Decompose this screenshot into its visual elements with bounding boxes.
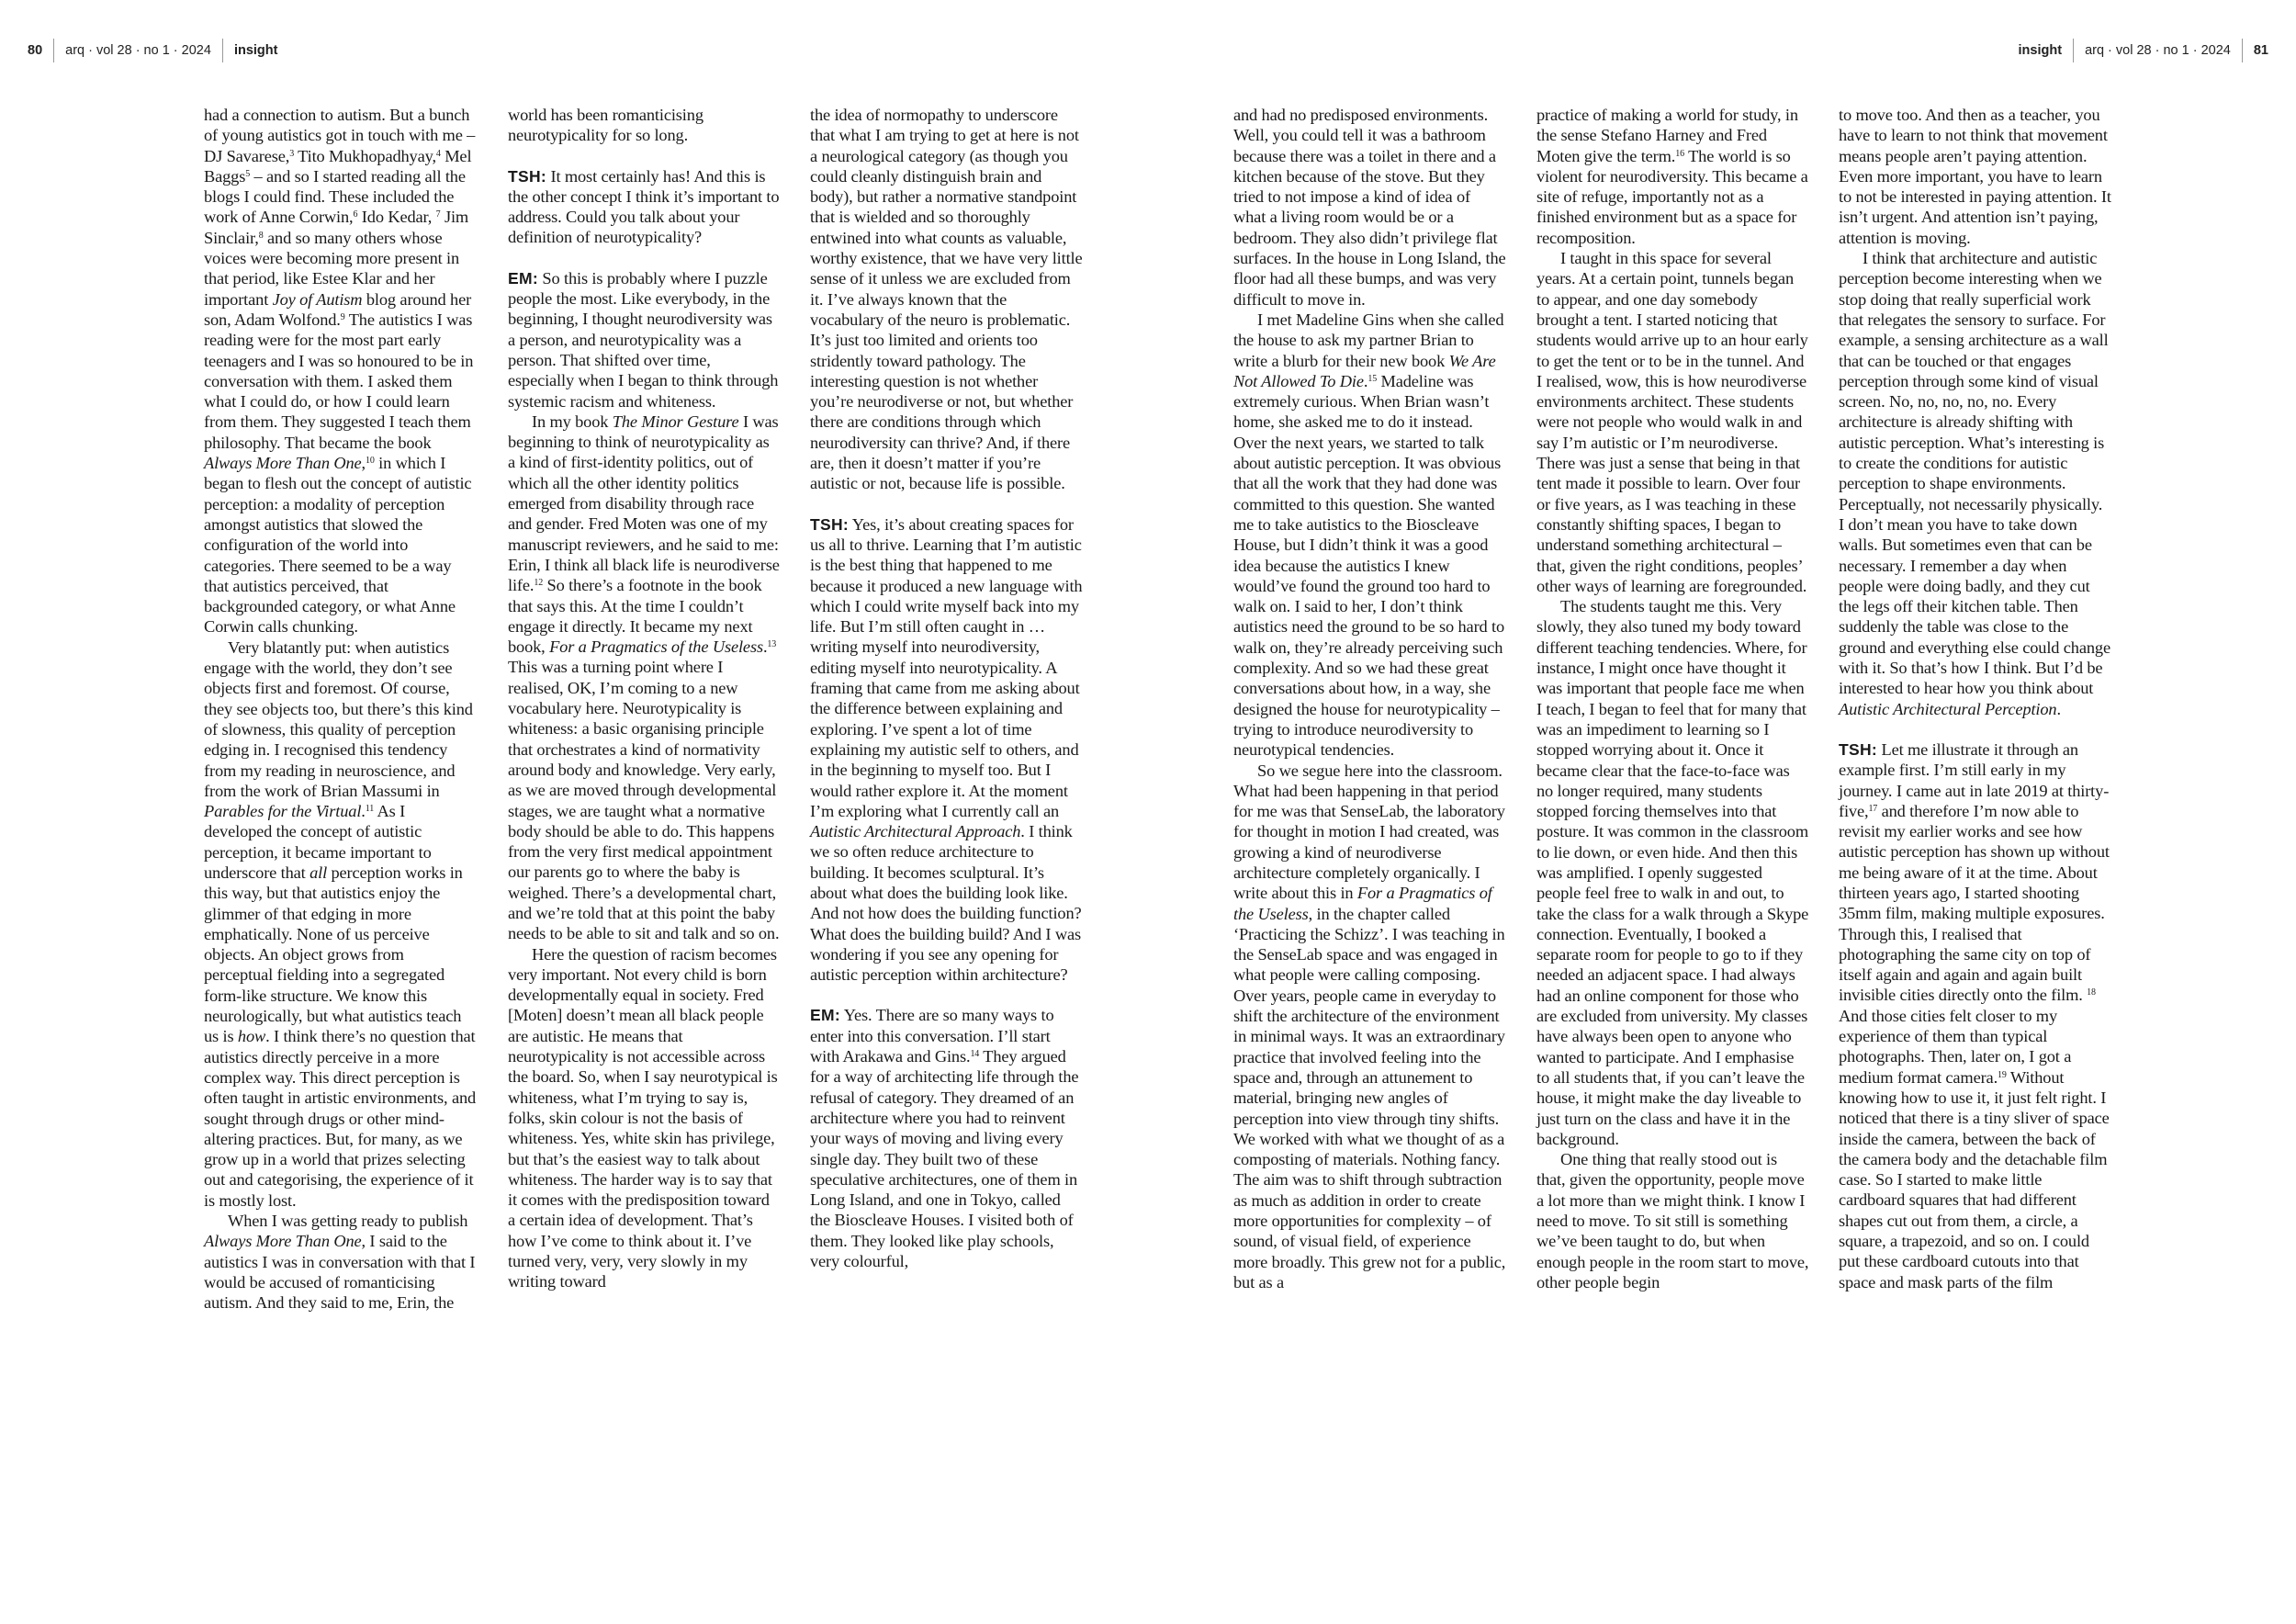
footnote-ref: 17	[1868, 803, 1878, 814]
footnote-ref: 15	[1367, 373, 1378, 384]
paragraph: I met Madeline Gins when she called the house to ask my partner Brian to write a blurb for their new book We Are Not Allowed To Die.$^{15}$ Madeline was extremely curious. When Brian wasn’t home, she asked me to do it instead. Over the next years, we started to talk about autistic perception. It was obvious that all the work that they had done was committed to this question. She wanted me to take autistics to the Bioscleave House, but I didn’t think it was a good idea because the autistics I knew would’ve found the ground too hard to walk on. I said to her, I don’t think autistics need the ground to be so hard to walk on, they’re already perceiving such complexity. And so we had these great conversations about how, in a way, she designed the house for neurotypicality – trying to introduce neurodiversity to neurotypical tendencies.	[1233, 310, 1505, 760]
footnote-ref: 13	[767, 639, 777, 650]
interview-question: TSH: It most certainly has! And this is the other concept I think it’s important to address. Could you talk about your definition of neurotypicality?	[508, 166, 780, 247]
footnote-ref: 7	[435, 209, 441, 220]
text-column-4	[1233, 105, 1506, 1292]
header-divider	[2242, 39, 2243, 62]
paragraph: world has been romanticising neurotypicality for so long.	[508, 106, 703, 145]
footnote-ref: 18	[2087, 987, 2096, 998]
paragraph: So we segue here into the classroom. What had been happening in that period for me was that SenseLab, the laboratory for thought in motion I had created, was growing a kind of neurodiverse architecture completely organically. I write about this in For a Pragmatics of the Useless, in the chapter called ‘Practicing the Schizz’. I was teaching in the SenseLab space and was engaged in what people were calling composing. Over years, people came in everyday to shift the architecture of the environment in minimal ways. It was an extraordinary practice that involved feeling into the space and, through an attunement to material, bringing new angles of perception into view through tiny shifts. We worked with what we thought of as a composting of materials. Nothing fancy. The aim was to shift through subtraction as much as addition in order to create more opportunities for complexity – of sound, of visual field, of experience more broadly. This grew not for a public, but as a	[1233, 761, 1506, 1291]
header-divider	[222, 39, 223, 62]
page-number: 81	[2253, 43, 2268, 58]
paragraph: One thing that really stood out is that, given the opportunity, people move a lot more than we might think. I know I need to move. To sit still is something we’ve been taught to do, but when enough people in the room start to move, other people begin	[1536, 1150, 1809, 1291]
section-name: insight	[233, 43, 278, 58]
interview-answer: EM: So this is probably where I puzzle people the most. Like everybody, in the beginning, I thought neurodiversity was a person, and neurotypicality was a person. That shifted over time, especially when I began to think through systemic racism and whiteness.	[508, 268, 779, 411]
footnote-ref: 4	[435, 148, 441, 159]
text-column-1	[204, 105, 477, 1314]
footnote-ref: 9	[340, 311, 345, 322]
footnote-ref: 11	[365, 804, 375, 815]
interview-question: TSH: Let me illustrate it through an example first. I’m still early in my journey. I came aut in late 2019 at thirty-five,$^{17}$ and therefore I’m now able to revisit my earlier works and see how autistic perception has shown up without me being aware of it at the time. About thirteen years ago, I started shooting 35mm film, making multiple exposures. Through this, I realised that photographing the same city on top of itself again and again and again built invisible cities directly onto the film. $^{18}$ And those cities felt closer to my experience of them than typical photographs. Then, later on, I got a medium format camera.$^{19}$ Without knowing how to use it, it just felt right. I noticed that there is a tiny sliver of space inside the camera, between the back of the camera body and the detachable film case. So I started to make little cardboard squares that had different shapes cut out from them, a circle, a square, a trapezoid, and so on. I could put these cardboard cutouts into that space and mask parts of the film	[1839, 739, 2110, 1291]
speaker-label: TSH:	[508, 166, 547, 186]
paragraph: When I was getting ready to publish Always More Than One, I said to the autistics I was in conversation with that I would be accused of romanticising autism. And they said to me, Erin, the	[204, 1212, 476, 1313]
paragraph: I taught in this space for several years. At a certain point, tunnels began to appear, and one day somebody brought a tent. I started noticing that students would arrive up to an hour early to get the tent or to be in the tunnel. And I realised, wow, this is how neurodiverse environments architect. These students were not people who would walk in and say I’m autistic or I’m neurodiverse. There was just a sense that being in that tent made it possible to learn. Over four or five years, as I was teaching in these constantly shifting spaces, I began to understand something architectural – that, given the right conditions, peoples’ other ways of learning are foregrounded.	[1536, 249, 1808, 595]
interview-answer: EM: Yes. There are so many ways to enter into this conversation. I’ll start with Arakawa and Gins.$^{14}$ They argued for a way of architecting life through the refusal of category. They dreamed of an architecture where you had to reinvent your ways of moving and living every single day. They built two of these speculative architectures, one of them in Long Island, and one in Tokyo, called the Bioscleave Houses. I visited both of them. They looked like play schools, very colourful,	[810, 1006, 1079, 1271]
header-divider	[53, 39, 54, 62]
paragraph: In my book The Minor Gesture I was beginning to think of neurotypicality as a kind of first-identity politics, out of which all the other identity politics emerged from disability through race and gender. Fred Moten was one of my manuscript reviewers, and he said to me: Erin, I think all black life is neurodiverse life.$^{12}$ So there’s a footnote in the book that says this. At the time I couldn’t engage it directly. It became my next book, For a Pragmatics of the Useless.$^{13}$ This was a turning point where I realised, OK, I’m coming to a new vocabulary here. Neurotypicality is whiteness: a basic organising principle that orchestrates a kind of normativity around body and knowledge. Very early, as we are moved through developmental stages, we are taught what a normative body should be able to do. This happens from the very first medical appointment our parents go to where the baby is weighed. There’s a developmental chart, and we’re told that at this point the baby needs to be able to sit and talk and so on.	[508, 412, 780, 943]
footnote-ref: 14	[970, 1049, 980, 1060]
footnote-ref: 19	[1998, 1069, 2007, 1080]
paragraph: and had no predisposed environments. Well, you could tell it was a bathroom because there was a toilet in there and a kitchen because of the stove. But they tried to not impose a kind of idea of what a living room would be or a bedroom. They also didn’t privilege flat surfaces. In the house in Long Island, the floor had all these bumps, and was very difficult to move in.	[1233, 106, 1506, 309]
text-column-5	[1536, 105, 1809, 1292]
left-page-header	[28, 37, 277, 64]
speaker-label: TSH:	[810, 514, 850, 534]
paragraph: practice of making a world for study, in the sense Stefano Harney and Fred Moten give the term.$^{16}$ The world is so violent for neurodiversity. This became a site of refuge, importantly not as a finished environment but as a space for recomposition.	[1536, 106, 1808, 247]
text-column-2	[508, 105, 781, 1292]
paragraph: had a connection to autism. But a bunch of young autistics got in touch with me – DJ Savarese,$^3$ Tito Mukhopadhyay,$^4$ Mel Baggs$^5$ – and so I started reading all the blogs I could find. These included the work of Anne Corwin,$^6$ Ido Kedar, $^7$ Jim Sinclair,$^8$ and so many others whose voices were becoming more present in that period, like Estee Klar and her important Joy of Autism blog around her son, Adam Wolfond.$^9$ The autistics I was reading were for the most part early teenagers and I was so honoured to be in conversation with them. I asked them what I could do, or how I could learn from them. They suggested I teach them philosophy. That became the book Always More Than One,$^{10}$ in which I began to flesh out the concept of autistic perception: a modality of perception amongst autistics that slowed the configuration of the world into categories. There seemed to be a way that autistics perceived, that backgrounded category, or what Anne Corwin calls chunking.	[204, 106, 476, 637]
journal-info: arq · vol 28 · no 1 · 2024	[65, 43, 211, 58]
text-column-3	[810, 105, 1083, 1271]
section-name: insight	[2018, 43, 2063, 58]
speaker-label: EM:	[810, 1006, 840, 1025]
journal-info: arq · vol 28 · no 1 · 2024	[2085, 43, 2231, 58]
interview-question: TSH: Yes, it’s about creating spaces for us all to thrive. Learning that I’m autistic is the best thing that happened to me because it produced a new language with which I could write myself back into my life. But I’m still often caught in … writing myself into neurodiversity, editing myself into neurotypicality. A framing that came from me asking about the difference between explaining and exploring. I’ve spent a lot of time explaining my autistic self to others, and in the beginning to myself too. But I would rather explore it. At the moment I’m exploring what I currently call an Autistic Architectural Approach. I think we so often reduce architecture to building. It becomes sculptural. It’s about what does the building look like. And not how does the building function? What does the building build? And I was wondering if you see any opening for autistic perception within architecture?	[810, 514, 1083, 985]
page-number: 80	[28, 43, 43, 58]
speaker-label: TSH:	[1839, 739, 1878, 759]
footnote-ref: 3	[289, 148, 295, 159]
paragraph: The students taught me this. Very slowly, they also tuned my body toward different teaching tendencies. Where, for instance, I might once have thought it was important that people face me when I teach, I began to feel that for many that was an impediment to learning so I stopped worrying about it. Once it became clear that the face-to-face was no longer required, many students stopped forcing themselves into that posture. It was common in the classroom to lie down, or even hide. And then this was amplified. I openly suggested people feel free to walk in and out, to take the class for a walk through a Skype connection. Eventually, I booked a separate room for people to go to if they needed an adjacent space. I had always had an online component for those who are excluded from university. My classes have always been open to anyone who wanted to participate. And I emphasise to all students that, if you can’t leave the house, it might make the day liveable to just turn on the class and have it in the background.	[1536, 597, 1809, 1148]
footnote-ref: 12	[534, 578, 544, 589]
footnote-ref: 16	[1675, 148, 1684, 159]
paragraph: I think that architecture and autistic perception become interesting when we stop doing that really superficial work that relegates the sensory to surface. For example, a sensing architecture as a wall that can be touched or that engages perception through some kind of visual screen. No, no, no, no, no. Every architecture is already shifting with autistic perception. What’s interesting is to create the conditions for autistic perception to shape environments. Perceptually, not necessarily physically. I don’t mean you have to take down walls. But sometimes even that can be necessary. I remember a day when people were doing badly, and they cut the legs off their kitchen table. Then suddenly the table was close to the ground and everything else could change with it. So that’s how I think. But I’d be interested to hear how you think about Autistic Architectural Perception.	[1839, 249, 2110, 718]
paragraph: to move too. And then as a teacher, you have to learn to not think that movement means people aren’t paying attention. Even more important, you have to learn to not be interested in paying attention. It isn’t urgent. And attention isn’t paying, attention is moving.	[1839, 106, 2111, 247]
paragraph: Here the question of racism becomes very important. Not every child is born developmentally equal in society. Fred [Moten] doesn’t mean all black people are autistic. He means that neurotypicality is not accessible across the board. So, when I say neurotypical is whiteness, what I’m trying to say is, folks, skin colour is not the basis of whiteness. Yes, white skin has privilege, but that’s the easiest way to talk about whiteness. The harder way is to say that it comes with the predisposition toward a certain idea of development. That’s how I’ve come to think about it. I’ve turned very, very, very slowly in my writing toward	[508, 944, 778, 1291]
paragraph: the idea of normopathy to underscore that what I am trying to get at here is not a neurological category (as though you could cleanly distinguish brain and body), but rather a normative standpoint that is wielded and so thoroughly entwined into what counts as valuable, worthy existence, that we have very little sense of it unless we are excluded from it. I’ve always known that the vocabulary of the neuro is problematic. It’s just too limited and orients too stridently toward pathology. The interesting question is not whether you’re neurodiverse or not, but whether there are conditions through which neurodiversity can thrive? And, if there are, then it doesn’t matter if you’re autistic or not, because life is possible.	[810, 106, 1083, 493]
footnote-ref: 6	[353, 209, 358, 220]
speaker-label: EM:	[508, 268, 538, 288]
text-column-6	[1839, 105, 2111, 1292]
footnote-ref: 5	[245, 168, 251, 179]
footnote-ref: 8	[258, 230, 264, 241]
header-divider	[2073, 39, 2074, 62]
footnote-ref: 10	[365, 456, 375, 467]
right-page-header	[2019, 37, 2268, 64]
paragraph: Very blatantly put: when autistics engage with the world, they don’t see objects first and foremost. Of course, they see objects too, but there’s this kind of slowness, this quality of perception edging in. I recognised this tendency from my reading in neuroscience, and from the work of Brian Massumi in Parables for the Virtual.$^{11}$ As I developed the concept of autistic perception, it became important to underscore that all perception works in this way, but that autistics enjoy the glimmer of that edging in more emphatically. None of us perceive objects. An object grows from perceptual fielding into a segregated form-like structure. We know this neurologically, but what autistics teach us is how. I think there’s no question that autistics directly perceive in a more complex way. This direct perception is often taught in artistic environments, and sought through drugs or other mind-altering practices. But, for many, as we grow up in a world that prizes selecting out and categorising, the experience of it is mostly lost.	[204, 637, 477, 1210]
